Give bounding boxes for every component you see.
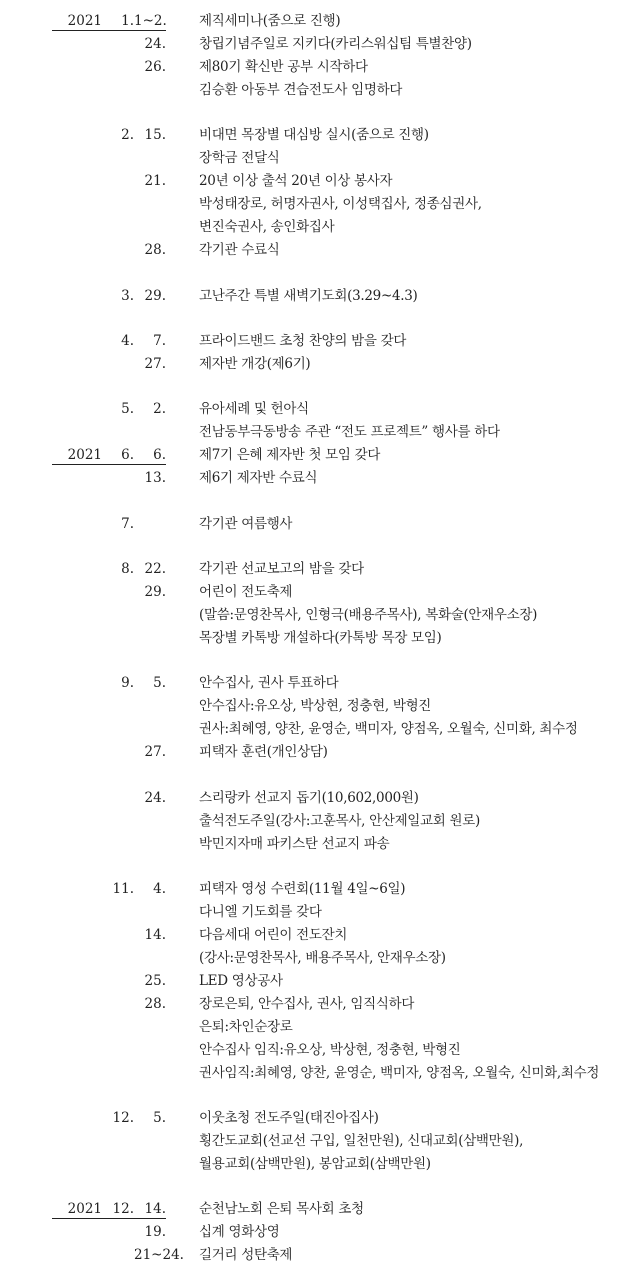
- entry-text: 김승환 아동부 견습전도사 임명하다: [199, 81, 403, 98]
- entry-text: 횡간도교회(선교선 구입, 일천만원), 신대교회(삼백만원),: [199, 1133, 524, 1150]
- entry-text: 고난주간 특별 새벽기도회(3.29~4.3): [199, 287, 418, 304]
- timeline-entry: [0, 1107, 641, 1129]
- entry-text: 스리랑카 선교지 돕기(10,602,000원): [199, 789, 419, 806]
- entry-text: 장로은퇴, 안수집사, 권사, 임직식하다: [199, 995, 415, 1012]
- timeline-entry: [0, 833, 641, 855]
- timeline-entry: [0, 398, 641, 420]
- entry-text: 다음세대 어린이 전도잔치: [199, 926, 348, 943]
- timeline-entry: [0, 787, 641, 809]
- timeline-entry: [0, 924, 641, 946]
- entry-day: 14.: [144, 1201, 166, 1218]
- timeline-entry: [0, 1244, 641, 1266]
- timeline-entry: [0, 10, 641, 32]
- timeline-entry: [0, 1198, 641, 1220]
- entry-day: 15.: [144, 127, 166, 144]
- entry-text: 제7기 은혜 제자반 첫 모임 갖다: [199, 447, 381, 464]
- entry-text: 이웃초청 전도주일(태진아집사): [199, 1110, 379, 1127]
- timeline-entry: [0, 558, 641, 580]
- entry-month: 4.: [121, 332, 134, 349]
- timeline-entry: [0, 421, 641, 443]
- entry-text: 박민지자매 파키스탄 선교지 파송: [199, 835, 390, 852]
- entry-text: 전남동부극동방송 주관 “전도 프로젝트” 행사를 하다: [199, 424, 500, 441]
- entry-text: 피택자 영성 수련회(11월 4일~6일): [199, 881, 406, 898]
- timeline-entry: [0, 513, 641, 535]
- timeline-entry: [0, 1130, 641, 1152]
- entry-day: 25.: [144, 972, 166, 989]
- entry-text: 안수집사, 권사 투표하다: [199, 675, 339, 692]
- entry-text: 다니엘 기도회를 갖다: [199, 904, 322, 920]
- entry-text: LED 영상공사: [199, 972, 283, 989]
- entry-text: 순천남노회 은퇴 목사회 초청: [199, 1201, 364, 1218]
- entry-text: 제자반 개강(제6기): [199, 355, 311, 372]
- entry-day: 28.: [144, 242, 166, 259]
- entry-text: 권사임직:최혜영, 양찬, 윤영순, 백미자, 양점옥, 오월숙, 신미화,최수정: [199, 1064, 600, 1081]
- timeline-entry: [0, 193, 641, 215]
- entry-day: 14.: [144, 926, 166, 943]
- entry-month: 1.: [121, 13, 134, 29]
- entry-text: 비대면 목장별 대심방 실시(줌으로 진행): [199, 127, 429, 144]
- timeline-entry: [0, 878, 641, 900]
- timeline-entry: [0, 467, 641, 489]
- entry-day: 4.: [153, 881, 166, 898]
- entry-day: 21~24.: [134, 1247, 184, 1264]
- entry-text: 장학금 전달식: [199, 150, 280, 167]
- entry-month: 3.: [121, 287, 134, 304]
- timeline-entry: [0, 993, 641, 1015]
- entry-text: 안수집사:유오상, 박상현, 정충현, 박형진: [199, 698, 432, 715]
- entry-day: 28.: [144, 995, 166, 1012]
- entry-text: 안수집사 임직:유오상, 박상현, 정충현, 박형진: [199, 1041, 461, 1058]
- timeline-entry: [0, 741, 641, 763]
- entry-year: 2021: [67, 13, 102, 29]
- entry-month: 6.: [121, 447, 134, 464]
- entry-text: 각기관 선교보고의 밤을 갖다: [199, 561, 364, 578]
- entry-day: 26.: [144, 58, 166, 75]
- entry-text: 권사:최혜영, 양찬, 윤영순, 백미자, 양점옥, 오월숙, 신미화, 최수정: [199, 721, 578, 738]
- entry-text: 유아세례 및 헌아식: [199, 401, 309, 418]
- entry-month: 7.: [121, 515, 134, 532]
- entry-text: 각기관 수료식: [199, 242, 280, 259]
- timeline-entry: [0, 627, 641, 649]
- entry-month: 2.: [121, 127, 134, 144]
- timeline-entry: [0, 1062, 641, 1084]
- entry-text: 제80기 확신반 공부 시작하다: [199, 58, 368, 75]
- entry-text: 월용교회(삼백만원), 봉암교회(삼백만원): [199, 1156, 431, 1172]
- timeline-entry: [0, 947, 641, 969]
- timeline-entry: [0, 79, 641, 101]
- timeline-entry: [0, 33, 641, 55]
- timeline-entry: [0, 1039, 641, 1061]
- entry-year: 2021: [67, 1201, 102, 1218]
- timeline-entry: [0, 353, 641, 375]
- entry-text: 박성태장로, 허명자권사, 이성택집사, 정종심권사,: [199, 196, 482, 213]
- entry-month: 12.: [112, 1201, 134, 1218]
- entry-text: 각기관 여름행사: [199, 515, 293, 532]
- timeline-entry: [0, 604, 641, 626]
- timeline-entry: [0, 901, 641, 923]
- timeline-entry: [0, 672, 641, 694]
- timeline-entry: [0, 147, 641, 169]
- timeline-entry: [0, 170, 641, 192]
- entry-month: 12.: [112, 1110, 134, 1127]
- entry-text: (말씀:문영찬목사, 인형극(배용주목사), 복화술(안재우소장): [199, 607, 538, 623]
- entry-month: 8.: [121, 561, 134, 578]
- timeline-entry: [0, 56, 641, 78]
- timeline-entry: [0, 216, 641, 238]
- entry-text: 목장별 카톡방 개설하다(카톡방 목장 모임): [199, 629, 442, 646]
- entry-month: 9.: [121, 675, 134, 692]
- entry-day: 21.: [144, 173, 166, 190]
- entry-day: 29.: [144, 584, 166, 601]
- entry-day: 5.: [153, 675, 166, 692]
- entry-day: 22.: [144, 561, 166, 578]
- entry-text: (강사:문영찬목사, 배용주목사, 안재우소장): [199, 949, 446, 966]
- timeline-entry: [0, 1153, 641, 1175]
- entry-text: 출석전도주일(강사:고훈목사, 안산제일교회 원로): [199, 812, 480, 829]
- entry-day: 29.: [144, 287, 166, 304]
- timeline-entry: [0, 581, 641, 603]
- timeline-entry: [0, 1016, 641, 1038]
- entry-text: 제6기 제자반 수료식: [199, 470, 318, 487]
- entry-month: 5.: [121, 401, 134, 418]
- entry-day: 1~2.: [134, 13, 167, 29]
- entry-text: 은퇴:차인순장로: [199, 1018, 293, 1035]
- entry-day: 13.: [144, 470, 166, 487]
- entry-text: 십계 영화상영: [199, 1224, 280, 1241]
- entry-text: 변진숙권사, 송인화집사: [199, 219, 335, 236]
- entry-text: 길거리 성탄축제: [199, 1247, 293, 1264]
- entry-day: 2.: [153, 401, 166, 418]
- entry-text: 프라이드밴드 초청 찬양의 밤을 갖다: [199, 332, 407, 349]
- timeline-entry: [0, 810, 641, 832]
- entry-text: 창립기념주일로 지키다(카리스워십팀 특별찬양): [199, 35, 472, 52]
- timeline-entry: [0, 444, 641, 466]
- timeline-entry: [0, 695, 641, 717]
- entry-day: 27.: [144, 744, 166, 761]
- entry-text: 제직세미나(줌으로 진행): [199, 13, 341, 29]
- timeline-entry: [0, 330, 641, 352]
- entry-year: 2021: [67, 447, 102, 464]
- entry-text: 피택자 훈련(개인상담): [199, 744, 328, 761]
- entry-day: 7.: [153, 332, 166, 349]
- entry-day: 24.: [144, 789, 166, 806]
- entry-day: 5.: [153, 1110, 166, 1127]
- timeline-entry: [0, 718, 641, 740]
- entry-day: 6.: [153, 447, 166, 464]
- timeline-entry: [0, 1221, 641, 1243]
- entry-month: 11.: [112, 881, 134, 898]
- entry-day: 24.: [144, 35, 166, 52]
- entry-text: 20년 이상 출석 20년 이상 봉사자: [199, 173, 393, 190]
- entry-day: 19.: [144, 1224, 166, 1241]
- timeline-entry: [0, 285, 641, 307]
- timeline-entry: [0, 970, 641, 992]
- entry-day: 27.: [144, 355, 166, 372]
- timeline-entry: [0, 239, 641, 261]
- timeline-entry: [0, 124, 641, 146]
- entry-text: 어린이 전도축제: [199, 584, 293, 601]
